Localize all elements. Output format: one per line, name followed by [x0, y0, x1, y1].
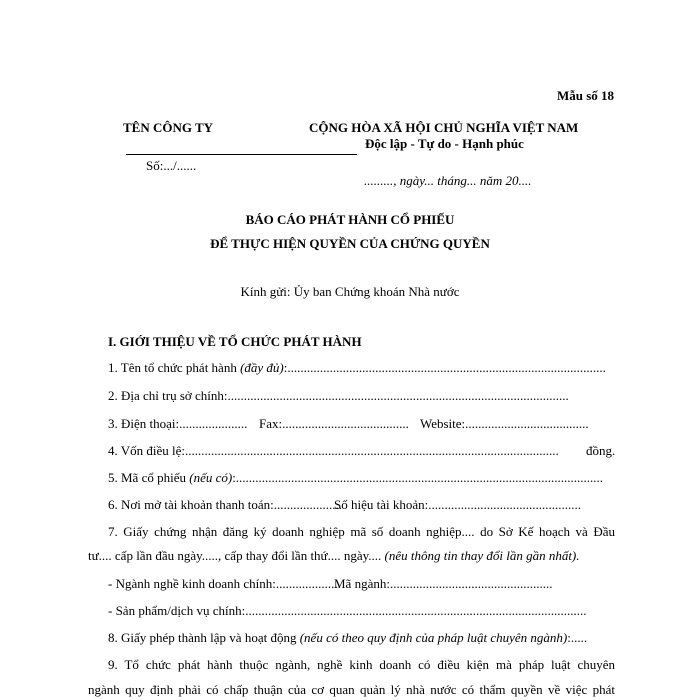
field-business-registration-line2	[88, 548, 580, 564]
field-issuer-name	[108, 360, 606, 376]
nation-title: CỘNG HÒA XÃ HỘI CHỦ NGHĨA VIỆT NAM	[309, 120, 579, 135]
section-heading: I. GIỚI THIỆU VỀ TỔ CHỨC PHÁT HÀNH	[108, 334, 362, 349]
field-fax: Fax:.......................................	[259, 416, 409, 431]
field-business-registration-line1: 7. Giấy chứng nhận đăng ký doanh nghiệp mã số doanh nghiệp.... do Sở Kế hoạch và Đầu	[108, 524, 615, 539]
field-account-number: Số hiệu tài khoản:...............................................	[334, 497, 581, 512]
field-note: (nếu có)	[189, 470, 233, 485]
field-label: 5. Mã cổ phiếu	[108, 470, 190, 485]
document-number: Số:.../......	[146, 158, 197, 173]
field-main-products: - Sản phẩm/dịch vụ chính:.........................................................................................................	[108, 603, 587, 618]
field-note: (đầy đủ)	[240, 360, 284, 375]
field-phone: 3. Điện thoại:.....................	[108, 416, 248, 431]
report-title-line1: BÁO CÁO PHÁT HÀNH CỔ PHIẾU	[245, 212, 455, 227]
field-head-office: 2. Địa chỉ trụ sở chính:.........................................................................................................	[108, 388, 569, 403]
field-capital-unit: đồng.	[586, 443, 616, 458]
field-dots: :.................................................................................................................	[232, 470, 604, 485]
field-charter-capital	[108, 443, 615, 459]
date-line: ........., ngày... tháng... năm 20....	[364, 173, 532, 188]
field-main-business	[108, 576, 615, 592]
report-title-line2: ĐỂ THỰC HIỆN QUYỀN CỦA CHỨNG QUYỀN	[210, 236, 490, 251]
field-stock-code	[108, 470, 603, 486]
field-dots: :..................................................................................................	[283, 360, 606, 375]
national-motto: Độc lập - Tự do - Hạnh phúc	[365, 136, 524, 151]
field-conditional-business-line1: 9. Tổ chức phát hành thuộc ngành, nghề kinh doanh có điều kiện mà pháp luật chuyên	[108, 657, 615, 672]
field-label: 1. Tên tổ chức phát hành	[108, 360, 241, 375]
field-bank-account	[108, 497, 615, 513]
field-industry-code: Mã ngành:..................................................	[334, 576, 553, 591]
field-website: Website:......................................	[420, 416, 589, 431]
field-text: tư.... cấp lần đầu ngày....., cấp thay đổi lần thứ.... ngày....	[88, 548, 385, 563]
field-business-lines: - Ngành nghề kinh doanh chính:....................	[108, 576, 341, 591]
field-note: (nêu thông tin thay đổi lần gần nhất).	[384, 548, 580, 563]
field-establishment-license	[108, 630, 587, 646]
recipient-line: Kính gửi: Ủy ban Chứng khoán Nhà nước	[240, 284, 460, 299]
field-text: 8. Giấy phép thành lập và hoạt động	[108, 630, 300, 645]
company-name: TÊN CÔNG TY	[123, 120, 214, 135]
field-note: (nếu có theo quy định của pháp luật chuyên ngành)	[299, 630, 568, 645]
field-bank-place: 6. Nơi mở tài khoản thanh toán:.....................	[108, 497, 342, 512]
field-dots: :.....	[567, 630, 588, 645]
field-contacts	[108, 416, 615, 432]
field-capital-dots: 4. Vốn điều lệ:...................................................................................................................	[108, 443, 559, 458]
field-conditional-business-line2: ngành quy định phải có chấp thuận của cơ quan quản lý nhà nước có thẩm quyền về việc phát	[88, 682, 615, 697]
form-number: Mẫu số 18	[557, 88, 615, 103]
company-divider	[126, 154, 357, 155]
